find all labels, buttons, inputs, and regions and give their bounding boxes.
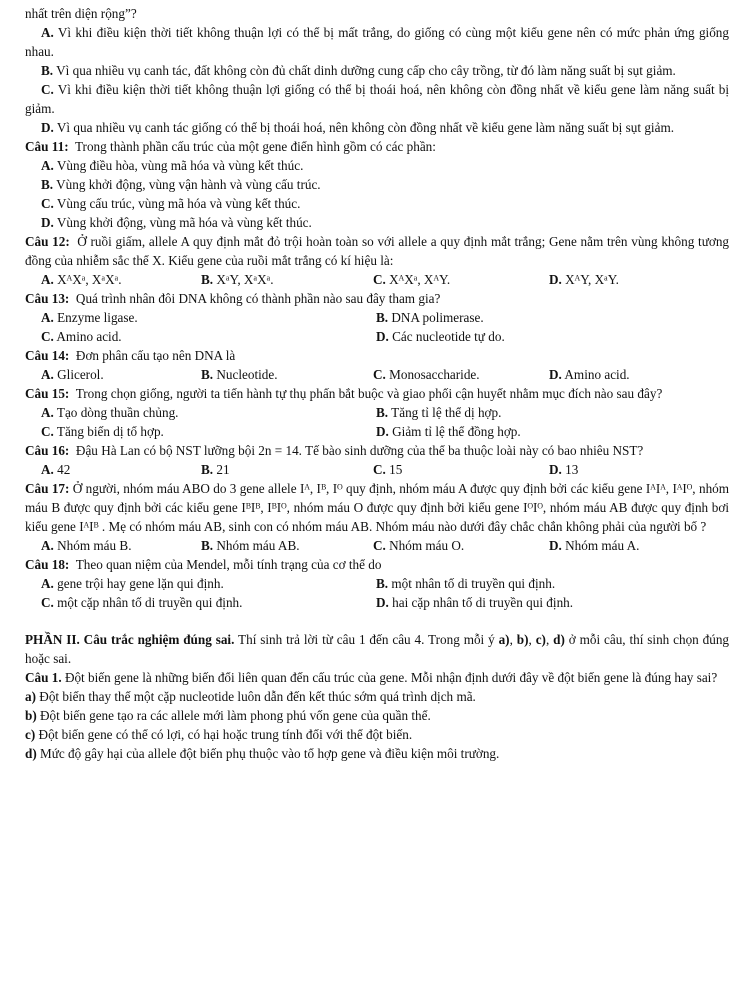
q18-stem: Câu 18: Theo quan niệm của Mendel, mỗi tính trạng của cơ thể do [25, 557, 382, 572]
q16-options [25, 460, 729, 479]
q11-option-d: D. Vùng khởi động, vùng mã hóa và vùng kết thúc. [41, 215, 312, 230]
q15-option-a: A. Tạo dòng thuần chủng. [41, 405, 179, 420]
q13-option-a: A. Enzyme ligase. [41, 310, 138, 325]
q15-option-d: D. Giảm tỉ lệ thể đồng hợp. [376, 424, 521, 439]
part2-q1-item-b: b) Đột biến gene tạo ra các allele mới làm phong phú vốn gene của quần thể. [25, 708, 431, 723]
q18-options-row1 [25, 574, 729, 593]
q17-option-a: A. Nhóm máu B. [41, 538, 132, 553]
part2-q1-item-c: c) Đột biến gene có thể có lợi, có hại hoặc trung tính đối với thể đột biến. [25, 727, 413, 742]
q13-option-d: D. Các nucleotide tự do. [376, 329, 505, 344]
q12-option-a: A. XᴬXᵃ, XᵃXᵃ. [41, 272, 122, 287]
part2-q1-stem: Câu 1. Đột biến gene là những biến đổi liên quan đến cấu trúc của gene. Mỗi nhận định dưới đây về đột biến gene là đúng hay sai? [25, 670, 718, 685]
q13-options-row1 [25, 308, 729, 327]
q10-option-b: B. Vì qua nhiều vụ canh tác, đất không còn đủ chất dinh dưỡng cung cấp cho cây trồng, từ đó làm năng suất bị sụt giảm. [41, 63, 676, 78]
q15-options-row1 [25, 403, 729, 422]
q11-stem: Câu 11: Trong thành phần cấu trúc của một gene điển hình gồm có các phần: [25, 139, 436, 154]
q15-stem: Câu 15: Trong chọn giống, người ta tiến hành tự thụ phấn bắt buộc và giao phối cận huyết nhằm mục đích nào sau đây? [25, 386, 663, 401]
q15-option-b: B. Tăng tỉ lệ thể dị hợp. [376, 405, 502, 420]
q11-option-b: B. Vùng khởi động, vùng vận hành và vùng cấu trúc. [41, 177, 321, 192]
q15-option-c: C. Tăng biến dị tổ hợp. [41, 424, 164, 439]
carryover-line: nhất trên diện rộng”? [25, 6, 137, 21]
q17-option-b: B. Nhóm máu AB. [201, 538, 300, 553]
q16-option-d: D. 13 [549, 462, 579, 477]
q13-stem: Câu 13: Quá trình nhân đôi DNA không có thành phần nào sau đây tham gia? [25, 291, 441, 306]
q10-option-c: C. Vì khi điều kiện thời tiết không thuận lợi giống có thể bị thoái hoá, nên không còn đồng nhất về kiểu gene làm năng suất bị giảm. [25, 82, 729, 116]
q12-option-b: B. XᵃY, XᵃXᵃ. [201, 272, 274, 287]
q12-stem: Câu 12: Ở ruồi giấm, allele A quy định mắt đỏ trội hoàn toàn so với allele a quy định mắt trắng; Gene nằm trên vùng không tương đồng của nhiễm sắc thể X. Kiểu gene của ruồi mắt trắng có kí hiệu là: [25, 234, 730, 268]
q17-option-d: D. Nhóm máu A. [549, 538, 640, 553]
q16-option-b: B. 21 [201, 462, 230, 477]
q14-option-a: A. Glicerol. [41, 367, 104, 382]
part2-q1-item-a: a) Đột biến thay thế một cặp nucleotide luôn dẫn đến kết thúc sớm quá trình dịch mã. [25, 689, 476, 704]
q13-option-c: C. Amino acid. [41, 329, 122, 344]
q16-option-a: A. 42 [41, 462, 71, 477]
q13-options-row2 [25, 327, 729, 346]
q16-option-c: C. 15 [373, 462, 403, 477]
q12-option-d: D. XᴬY, XᵃY. [549, 272, 619, 287]
q12-option-c: C. XᴬXᵃ, XᴬY. [373, 272, 451, 287]
q14-option-b: B. Nucleotide. [201, 367, 278, 382]
q10-option-d: D. Vì qua nhiều vụ canh tác giống có thể bị thoái hoá, nên không còn đồng nhất về kiểu gene làm năng suất bị sụt giảm. [41, 120, 674, 135]
q18-option-b: B. một nhân tố di truyền qui định. [376, 576, 556, 591]
q18-option-c: C. một cặp nhân tố di truyền qui định. [41, 595, 243, 610]
part2-q1-item-d: d) Mức độ gây hại của allele đột biến phụ thuộc vào tổ hợp gene và điều kiện môi trường. [25, 746, 500, 761]
q15-options-row2 [25, 422, 729, 441]
q14-options [25, 365, 729, 384]
q14-option-d: D. Amino acid. [549, 367, 630, 382]
q12-options [25, 270, 729, 289]
q16-stem: Câu 16: Đậu Hà Lan có bộ NST lưỡng bội 2n = 14. Tế bào sinh dưỡng của thể ba thuộc loài này có bao nhiêu NST? [25, 443, 644, 458]
part2-heading: PHẦN II. Câu trắc nghiệm đúng sai. Thí sinh trả lời từ câu 1 đến câu 4. Trong mỗi ý a), b), c), d) ở mỗi câu, thí sinh chọn đúng hoặc sai. [25, 632, 730, 666]
q11-option-c: C. Vùng cấu trúc, vùng mã hóa và vùng kết thúc. [41, 196, 301, 211]
q17-stem: Câu 17: Ở người, nhóm máu ABO do 3 gene allele Iᴬ, Iᴮ, Iᴼ quy định, nhóm máu A được quy định bởi các kiểu gene IᴬIᴬ, IᴬIᴼ, nhóm máu B được quy định bởi các kiểu gene IᴮIᴮ, IᴮIᴼ, nhóm máu O được quy định bởi kiểu gene IᴼIᴼ, nhóm máu AB được quy định bơi kiểu gene IᴬIᴮ . Mẹ có nhóm máu AB, sinh con có nhóm máu AB. Nhóm máu nào dưới đây chắc chắn không phải của người bố ? [25, 481, 730, 534]
q18-option-a: A. gene trội hay gene lặn qui định. [41, 576, 224, 591]
q18-options-row2 [25, 593, 729, 612]
q17-options [25, 536, 729, 555]
q14-stem: Câu 14: Đơn phân cấu tạo nên DNA là [25, 348, 236, 363]
q17-option-c: C. Nhóm máu O. [373, 538, 465, 553]
q18-option-d: D. hai cặp nhân tố di truyền qui định. [376, 595, 574, 610]
q13-option-b: B. DNA polimerase. [376, 310, 484, 325]
q11-option-a: A. Vùng điều hòa, vùng mã hóa và vùng kết thúc. [41, 158, 304, 173]
q10-option-a: A. Vì khi điều kiện thời tiết không thuận lợi có thể bị mất trắng, do giống có cùng một kiểu gene nên có mức phản ứng giống nhau. [25, 25, 729, 59]
q14-option-c: C. Monosaccharide. [373, 367, 480, 382]
